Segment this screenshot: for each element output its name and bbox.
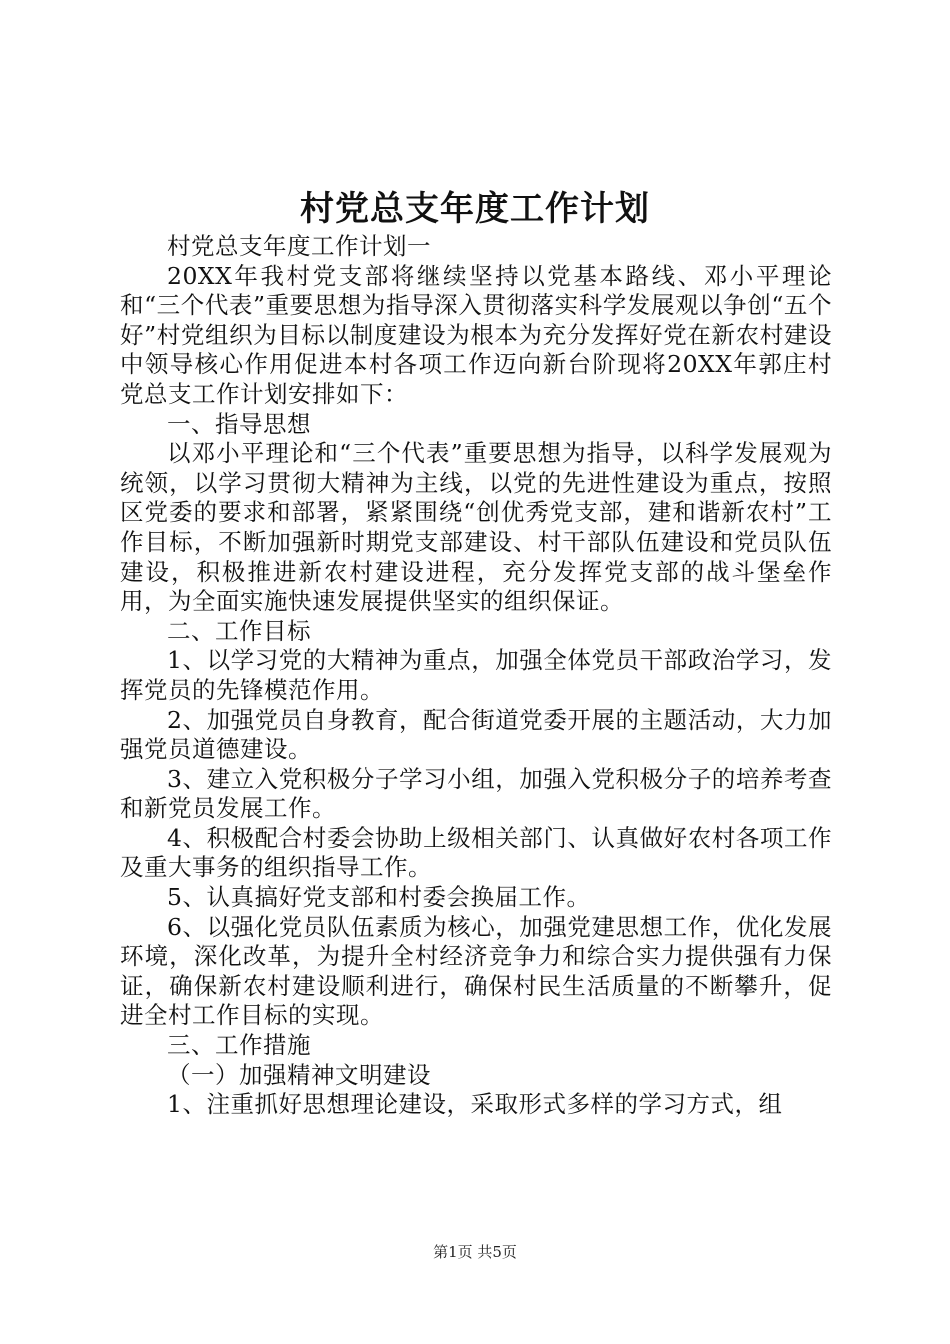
list-item: 5、认真搞好党支部和村委会换届工作。 [167,883,591,912]
section-heading-work-goals: 二、工作目标 [167,616,311,645]
document-title: 村党总支年度工作计划 [300,189,650,229]
list-item: 1、以学习党的大精神为重点，加强全体党员干部政治学习，发挥党员的先锋模范作用。 [120,646,832,704]
section-heading-guiding-thought: 一、指导思想 [167,409,311,438]
page-number-footer: 第1页 共5页 [433,1243,517,1261]
section-heading-work-measures: 三、工作措施 [167,1031,311,1060]
body-paragraph: 以邓小平理论和“三个代表”重要思想为指导，以科学发展观为统领，以学习贯彻大精神为主线，以党的先进性建设为重点，按照区党委的要求和部署，紧紧围绕“创优秀党支部，建和谐新农村”工作目标，不断加强新时期党支部建设、村干部队伍建设和党员队伍建设，积极推进新农村建设进程，充分发挥党支部的战斗堡垒作用，为全面实施快速发展提供坚实的组织保证。 [120,439,832,616]
list-item: 4、积极配合村委会协助上级相关部门、认真做好农村各项工作及重大事务的组织指导工作。 [120,823,832,882]
document-body [120,232,832,1120]
list-item: 1、注重抓好思想理论建设，采取形式多样的学习方式，组 [167,1090,783,1119]
list-item: 3、建立入党积极分子学习小组，加强入党积极分子的培养考查和新党员发展工作。 [120,764,832,823]
list-item: 6、以强化党员队伍素质为核心，加强党建思想工作，优化发展环境，深化改革，为提升全村经济竞争力和综合实力提供强有力保证，确保新农村建设顺利进行，确保村民生活质量的不断攀升，促进全村工作目标的实现。 [120,912,832,1030]
list-item: 2、加强党员自身教育，配合街道党委开展的主题活动，大力加强党员道德建设。 [120,705,832,764]
body-paragraph: 20XX年我村党支部将继续坚持以党基本路线、邓小平理论和“三个代表”重要思想为指导深入贯彻落实科学发展观以争创“五个好”村党组织为目标以制度建设为根本为充分发挥好党在新农村建设中领导核心作用促进本村各项工作迈向新台阶现将20XX年郭庄村党总支工作计划安排如下： [120,261,832,408]
subsection-heading: （一）加强精神文明建设 [167,1060,431,1089]
section-heading-1: 村党总支年度工作计划一 [167,232,431,260]
